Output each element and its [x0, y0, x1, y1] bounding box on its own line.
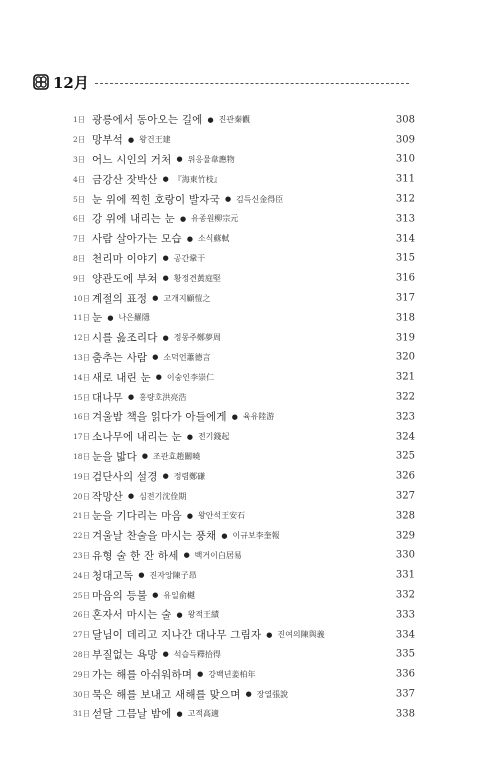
toc-entry[interactable]: [73, 229, 415, 249]
entry-day: 8日: [73, 253, 86, 263]
entry-day: 14日: [73, 372, 91, 382]
entry-page-number: 322: [395, 391, 415, 403]
bullet-icon: ●: [231, 412, 238, 421]
entry-author: 진자앙陳子昂: [149, 570, 197, 580]
entry-title: 눈: [92, 312, 103, 325]
knot-ornament-icon: [33, 74, 49, 90]
bullet-icon: ●: [207, 115, 214, 124]
entry-day: 28日: [73, 649, 91, 659]
entry-page-number: 324: [395, 431, 415, 443]
table-of-contents: [73, 110, 415, 724]
entry-title: 달님이 데리고 지나간 대나무 그림자: [92, 629, 262, 642]
toc-entry[interactable]: [73, 447, 415, 467]
entry-page-number: 329: [395, 530, 415, 542]
entry-page-number: 314: [395, 233, 415, 245]
entry-author: 김득신金得臣: [236, 194, 284, 204]
toc-entry[interactable]: [73, 664, 415, 684]
entry-author: 백거이白居易: [194, 550, 242, 560]
entry-author: 위응물韋應物: [187, 154, 235, 164]
entry-author: 진여의陳與義: [277, 630, 325, 640]
toc-entry[interactable]: [73, 348, 415, 368]
entry-day: 21日: [73, 511, 91, 521]
entry-title: 눈을 기다리는 마음: [92, 510, 182, 523]
toc-entry[interactable]: [73, 189, 415, 209]
toc-entry[interactable]: [73, 427, 415, 447]
entry-page-number: 311: [395, 173, 415, 185]
entry-title: 작망산: [92, 490, 124, 503]
entry-title: 광릉에서 동아오는 길에: [92, 114, 203, 127]
toc-entry[interactable]: [73, 150, 415, 170]
entry-author: 조관효趙關曉: [153, 451, 201, 461]
entry-day: 19日: [73, 471, 91, 481]
entry-day: 22日: [73, 531, 91, 541]
entry-day: 17日: [73, 432, 91, 442]
entry-title: 묵은 해를 보내고 새해를 맞으며: [92, 688, 241, 701]
entry-author: 『海東竹枝』: [173, 174, 222, 184]
entry-author: 이규보李奎報: [232, 531, 280, 541]
toc-entry[interactable]: [73, 367, 415, 387]
entry-page-number: 308: [395, 114, 415, 126]
entry-author: 왕건王建: [139, 135, 171, 145]
entry-author: 이숭인李崇仁: [166, 372, 215, 382]
toc-entry[interactable]: [73, 526, 415, 546]
entry-page-number: 336: [395, 668, 415, 680]
entry-title: 망부석: [92, 134, 124, 147]
entry-day: 5日: [73, 194, 86, 204]
entry-author: 소덕언蕭德言: [163, 352, 211, 362]
bullet-icon: ●: [224, 195, 232, 204]
bullet-icon: ●: [183, 551, 190, 560]
toc-entry[interactable]: [73, 288, 415, 308]
bullet-icon: ●: [162, 274, 169, 283]
entry-title: 겨울날 찬술을 마시는 풍채: [92, 530, 217, 543]
entry-day: 20日: [73, 491, 91, 501]
entry-author: 강백년姜柏年: [208, 669, 256, 679]
entry-page-number: 316: [395, 272, 415, 284]
entry-page-number: 315: [395, 252, 415, 264]
bullet-icon: ●: [162, 175, 169, 184]
entry-title: 유형 술 한 잔 하세: [92, 549, 179, 562]
entry-title: 검단사의 설경: [92, 470, 158, 483]
bullet-icon: ●: [186, 511, 193, 520]
month-title: 12月: [53, 73, 89, 92]
entry-day: 26日: [73, 610, 91, 620]
entry-title: 금강산 잣박산: [92, 173, 158, 186]
entry-title: 양관도에 부쳐: [92, 272, 158, 285]
entry-day: 30日: [73, 689, 91, 699]
entry-title: 계절의 표정: [92, 292, 148, 305]
entry-author: 소식蘇軾: [197, 234, 230, 244]
entry-title: 마음의 등불: [92, 589, 148, 602]
entry-day: 1日: [73, 115, 86, 125]
entry-author: 나은羅隱: [118, 313, 150, 323]
bullet-icon: ●: [128, 492, 135, 501]
bullet-icon: ●: [138, 571, 145, 580]
entry-page-number: 317: [395, 292, 415, 304]
entry-title: 겨울밤 책을 읽다가 아들에게: [92, 411, 227, 424]
bullet-icon: ●: [141, 452, 149, 461]
toc-entry[interactable]: [73, 130, 415, 150]
entry-page-number: 326: [395, 470, 415, 482]
month-header: [33, 70, 409, 94]
entry-author: 육유陸游: [242, 412, 275, 422]
entry-author: 고개지顧愷之: [163, 293, 211, 303]
entry-day: 11日: [73, 313, 91, 323]
toc-entry[interactable]: [73, 110, 415, 130]
entry-day: 27日: [73, 630, 91, 640]
toc-entry[interactable]: [73, 407, 415, 427]
entry-author: 황정견黃庭堅: [173, 273, 221, 283]
bullet-icon: ●: [128, 135, 135, 144]
entry-author: 진관秦觀: [218, 115, 251, 125]
bullet-icon: ●: [176, 610, 183, 619]
entry-page-number: 327: [395, 490, 415, 502]
entry-day: 2日: [73, 135, 86, 145]
entry-day: 23日: [73, 550, 91, 560]
toc-entry[interactable]: [73, 328, 415, 348]
entry-author: 유일俞樾: [163, 590, 195, 600]
entry-page-number: 331: [395, 569, 415, 581]
entry-day: 9日: [73, 273, 86, 283]
entry-day: 29日: [73, 669, 91, 679]
entry-page-number: 338: [395, 708, 415, 720]
bullet-icon: ●: [152, 294, 159, 303]
entry-day: 15日: [73, 392, 91, 402]
entry-author: 심전기沈佺期: [139, 491, 187, 501]
entry-page-number: 323: [395, 411, 415, 423]
entry-author: 홍량호洪亮浩: [139, 392, 187, 402]
bullet-icon: ●: [266, 630, 273, 639]
bullet-icon: ●: [180, 214, 187, 223]
entry-page-number: 337: [395, 688, 415, 700]
header-rule: [95, 83, 409, 84]
bullet-icon: ●: [197, 670, 204, 679]
entry-author: 전기錢起: [197, 432, 230, 442]
toc-entry[interactable]: [73, 486, 415, 506]
entry-title: 혼자서 마시는 술: [92, 609, 172, 622]
toc-entry[interactable]: [73, 169, 415, 189]
entry-day: 7日: [73, 234, 86, 244]
entry-author: 공간鞏干: [173, 253, 206, 263]
bullet-icon: ●: [162, 650, 169, 659]
entry-title: 천리마 이야기: [92, 252, 158, 265]
toc-entry[interactable]: [73, 506, 415, 526]
entry-title: 대나무: [92, 391, 124, 404]
entry-day: 4日: [73, 174, 86, 184]
entry-page-number: 334: [395, 629, 415, 641]
toc-entry[interactable]: [73, 704, 415, 724]
toc-entry[interactable]: [73, 565, 415, 585]
entry-page-number: 320: [395, 351, 415, 363]
bullet-icon: ●: [176, 709, 183, 718]
entry-author: 장열張說: [256, 689, 289, 699]
toc-entry[interactable]: [73, 249, 415, 269]
entry-author: 고적高適: [187, 709, 220, 719]
entry-title: 부질없는 욕망: [92, 648, 158, 661]
toc-entry[interactable]: [73, 684, 415, 704]
entry-author: 왕안석王安石: [197, 511, 246, 521]
entry-title: 섣달 그믐날 밤에: [92, 708, 172, 721]
entry-day: 25日: [73, 590, 91, 600]
entry-title: 춤추는 사람: [92, 351, 148, 364]
entry-author: 정몽주鄭夢周: [173, 333, 221, 343]
entry-title: 어느 시인의 거처: [92, 153, 172, 166]
bullet-icon: ●: [107, 313, 114, 322]
toc-entry[interactable]: [73, 585, 415, 605]
bullet-icon: ●: [221, 531, 228, 540]
toc-entry[interactable]: [73, 605, 415, 625]
bullet-icon: ●: [152, 353, 159, 362]
entry-day: 3日: [73, 154, 86, 164]
entry-title: 사람 살아가는 모습: [92, 233, 182, 246]
bullet-icon: ●: [162, 333, 169, 342]
entry-day: 13日: [73, 352, 91, 362]
entry-author: 석습득釋拾得: [173, 649, 221, 659]
entry-page-number: 309: [395, 134, 415, 146]
entry-title: 가는 해를 아쉬워하며: [92, 668, 193, 681]
bullet-icon: ●: [152, 591, 159, 600]
entry-day: 24日: [73, 570, 91, 580]
entry-page-number: 313: [395, 213, 415, 225]
entry-page-number: 328: [395, 510, 415, 522]
entry-title: 새로 내린 눈: [92, 371, 151, 384]
entry-day: 12日: [73, 333, 91, 343]
bullet-icon: ●: [186, 432, 193, 441]
entry-title: 눈을 밟다: [92, 450, 137, 463]
bullet-icon: ●: [176, 155, 183, 164]
entry-author: 유종원柳宗元: [191, 214, 239, 224]
entry-title: 청대고독: [92, 569, 134, 582]
toc-entry[interactable]: [73, 308, 415, 328]
entry-page-number: 332: [395, 589, 415, 601]
entry-title: 소나무에 내리는 눈: [92, 431, 182, 444]
toc-entry[interactable]: [73, 645, 415, 665]
entry-page-number: 321: [395, 371, 415, 383]
entry-page-number: 312: [395, 193, 415, 205]
bullet-icon: ●: [155, 373, 162, 382]
toc-entry[interactable]: [73, 625, 415, 645]
entry-day: 18日: [73, 451, 91, 461]
bullet-icon: ●: [128, 393, 135, 402]
entry-day: 10日: [73, 293, 91, 303]
entry-title: 시를 읊조리다: [92, 332, 158, 345]
entry-title: 강 위에 내리는 눈: [92, 213, 176, 226]
entry-day: 31日: [73, 709, 91, 719]
entry-page-number: 318: [395, 312, 415, 324]
toc-entry[interactable]: [73, 546, 415, 566]
entry-page-number: 325: [395, 450, 415, 462]
toc-entry[interactable]: [73, 387, 415, 407]
toc-entry[interactable]: [73, 466, 415, 486]
entry-page-number: 335: [395, 648, 415, 660]
bullet-icon: ●: [245, 690, 252, 698]
toc-entry[interactable]: [73, 268, 415, 288]
entry-page-number: 310: [395, 153, 415, 165]
entry-page-number: 333: [395, 609, 415, 621]
entry-title: 눈 위에 찍힌 호랑이 발자국: [92, 193, 220, 206]
entry-author: 정렴鄭磏: [173, 471, 206, 481]
entry-page-number: 319: [395, 332, 415, 344]
toc-entry[interactable]: [73, 209, 415, 229]
entry-day: 6日: [73, 214, 86, 224]
entry-page-number: 330: [395, 549, 415, 561]
bullet-icon: ●: [186, 234, 193, 243]
bullet-icon: ●: [162, 254, 169, 263]
bullet-icon: ●: [162, 472, 169, 481]
entry-day: 16日: [73, 412, 91, 422]
entry-author: 왕적王績: [187, 610, 220, 620]
